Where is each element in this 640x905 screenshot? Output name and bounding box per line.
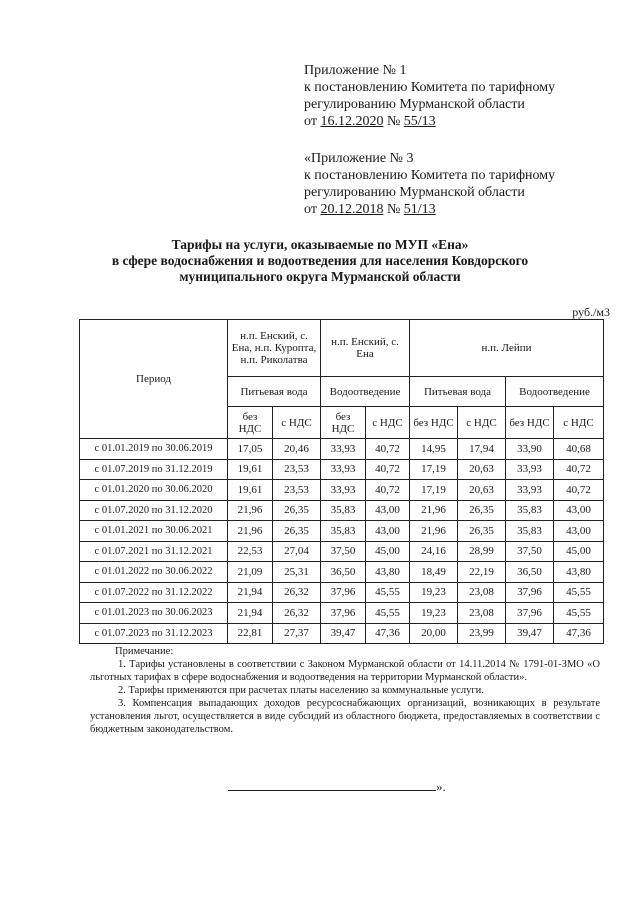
tariff-value-cell: 35,83 (321, 521, 366, 542)
tariff-value-cell: 33,93 (321, 459, 366, 480)
title-line-3: муниципального округа Мурманской области (179, 269, 461, 284)
notes-section (90, 645, 600, 736)
tariff-table (79, 319, 604, 644)
with-vat-header: с НДС (458, 407, 506, 439)
appendix-3-title: «Приложение № 3 (304, 151, 414, 166)
tariff-value-cell: 26,32 (273, 603, 321, 624)
tariff-value-cell: 36,50 (506, 562, 554, 583)
tariff-value-cell: 21,09 (228, 562, 273, 583)
tariff-value-cell: 35,83 (506, 521, 554, 542)
title-line-1: Тарифы на услуги, оказываемые по МУП «Ена» (171, 237, 469, 252)
appendix-1-no: № (386, 114, 401, 129)
tariff-value-cell: 43,80 (554, 562, 604, 583)
location-2-header: н.п. Енский, с. Ена (321, 320, 410, 377)
closing-quote: ». (436, 779, 446, 794)
appendix-1-ref (304, 113, 555, 130)
tariff-value-cell: 18,49 (410, 562, 458, 583)
tariff-value-cell: 45,55 (554, 603, 604, 624)
appendix-3-line3: регулированию Мурманской области (304, 185, 525, 200)
tariff-value-cell: 23,53 (273, 480, 321, 501)
tariff-value-cell: 40,72 (366, 459, 410, 480)
closing-line (228, 778, 446, 795)
tariff-value-cell: 40,72 (554, 459, 604, 480)
tariff-value-cell: 21,96 (410, 500, 458, 521)
unit-label: руб./м3 (572, 305, 610, 319)
tariff-value-cell: 27,37 (273, 623, 321, 644)
period-cell: с 01.07.2021 по 31.12.2021 (80, 541, 228, 562)
tariff-value-cell: 21,96 (228, 521, 273, 542)
tariff-value-cell: 22,53 (228, 541, 273, 562)
tariff-value-cell: 19,23 (410, 582, 458, 603)
tariff-value-cell: 43,80 (366, 562, 410, 583)
tariff-value-cell: 21,96 (228, 500, 273, 521)
tariff-value-cell: 24,16 (410, 541, 458, 562)
tariff-value-cell: 23,99 (458, 623, 506, 644)
tariff-value-cell: 26,35 (458, 521, 506, 542)
tariff-value-cell: 20,46 (273, 439, 321, 460)
title-line-2: в сфере водоснабжения и водоотведения для населения Ковдорского (111, 253, 529, 268)
table-row (80, 562, 604, 583)
tariff-value-cell: 37,96 (321, 603, 366, 624)
tariff-value-cell: 39,47 (506, 623, 554, 644)
tariff-value-cell: 35,83 (321, 500, 366, 521)
appendix-3-no: № (386, 202, 401, 217)
tariff-value-cell: 45,55 (554, 582, 604, 603)
appendix-1-title: Приложение № 1 (304, 63, 407, 78)
tariff-value-cell: 47,36 (366, 623, 410, 644)
appendix-1-header (304, 62, 555, 130)
table-row (80, 623, 604, 644)
notes-heading: Примечание: (115, 646, 174, 657)
period-cell: с 01.01.2019 по 30.06.2019 (80, 439, 228, 460)
no-vat-header: без НДС (321, 407, 366, 439)
note-item: 1. Тарифы установлены в соответствии с Законом Мурманской области от 14.11.2014 № 1791-01-ЗМО «О льготных тарифах в сфере водоснабжения и водоотведения на территории Мурманской области». (90, 659, 600, 683)
tariff-value-cell: 45,55 (366, 582, 410, 603)
table-row (80, 582, 604, 603)
tariff-value-cell: 39,47 (321, 623, 366, 644)
tariff-value-cell: 43,00 (366, 521, 410, 542)
tariff-value-cell: 23,53 (273, 459, 321, 480)
no-vat-header: без НДС (506, 407, 554, 439)
tariff-value-cell: 19,61 (228, 459, 273, 480)
tariff-value-cell: 43,00 (554, 521, 604, 542)
appendix-1-line3: регулированию Мурманской области (304, 97, 525, 112)
appendix-3-ref (304, 201, 555, 218)
tariff-value-cell: 43,00 (366, 500, 410, 521)
period-cell: с 01.07.2022 по 31.12.2022 (80, 582, 228, 603)
period-cell: с 01.01.2020 по 30.06.2020 (80, 480, 228, 501)
tariff-value-cell: 22,19 (458, 562, 506, 583)
tariff-value-cell: 27,04 (273, 541, 321, 562)
tariff-value-cell: 40,68 (554, 439, 604, 460)
tariff-value-cell: 25,31 (273, 562, 321, 583)
appendix-1-line2: к постановлению Комитета по тарифному (304, 80, 556, 95)
tariff-value-cell: 37,50 (321, 541, 366, 562)
tariff-value-cell: 35,83 (506, 500, 554, 521)
tariff-value-cell: 17,19 (410, 459, 458, 480)
tariff-value-cell: 43,00 (554, 500, 604, 521)
tariff-value-cell: 20,63 (458, 480, 506, 501)
tariff-value-cell: 19,23 (410, 603, 458, 624)
tariff-value-cell: 45,00 (366, 541, 410, 562)
period-cell: с 01.07.2023 по 31.12.2023 (80, 623, 228, 644)
period-cell: с 01.01.2021 по 30.06.2021 (80, 521, 228, 542)
drinking-water-header: Питьевая вода (228, 377, 321, 407)
table-row (80, 500, 604, 521)
tariff-value-cell: 23,08 (458, 582, 506, 603)
tariff-value-cell: 14,95 (410, 439, 458, 460)
note-item: 2. Тарифы применяются при расчетах платы населению за коммунальные услуги. (118, 685, 484, 696)
period-cell: с 01.01.2023 по 30.06.2023 (80, 603, 228, 624)
period-header: Период (80, 320, 228, 439)
appendix-3-date: 20.12.2018 (320, 202, 384, 217)
tariff-value-cell: 37,50 (506, 541, 554, 562)
location-3-header: н.п. Лейпи (410, 320, 604, 377)
tariff-value-cell: 28,99 (458, 541, 506, 562)
no-vat-header: без НДС (228, 407, 273, 439)
tariff-value-cell: 17,19 (410, 480, 458, 501)
appendix-3-from: от (304, 202, 317, 217)
tariff-value-cell: 26,35 (458, 500, 506, 521)
period-cell: с 01.07.2020 по 31.12.2020 (80, 500, 228, 521)
location-1-header: н.п. Енский, с. Ена, н.п. Куропта, н.п. Риколатва (228, 320, 321, 377)
tariff-value-cell: 33,93 (321, 480, 366, 501)
tariff-value-cell: 21,94 (228, 582, 273, 603)
tariff-value-cell: 36,50 (321, 562, 366, 583)
note-item: 3. Компенсация выпадающих доходов ресурсоснабжающих организаций, возникающих в результате установления льгот, осуществляется в виде субсидий из областного бюджета, предоставляемых в соответствии с бюджетным законодательством. (90, 698, 600, 735)
document-title (70, 237, 570, 285)
signature-underline (228, 778, 436, 791)
tariff-value-cell: 40,72 (366, 480, 410, 501)
appendix-1-date: 16.12.2020 (320, 114, 384, 129)
appendix-3-line2: к постановлению Комитета по тарифному (304, 168, 556, 183)
appendix-1-from: от (304, 114, 317, 129)
table-row (80, 439, 604, 460)
tariff-value-cell: 20,63 (458, 459, 506, 480)
tariff-value-cell: 40,72 (366, 439, 410, 460)
table-row (80, 480, 604, 501)
tariff-value-cell: 37,96 (506, 603, 554, 624)
tariff-value-cell: 33,90 (506, 439, 554, 460)
tariff-value-cell: 23,08 (458, 603, 506, 624)
tariff-value-cell: 26,35 (273, 500, 321, 521)
tariff-value-cell: 33,93 (506, 459, 554, 480)
tariff-value-cell: 20,00 (410, 623, 458, 644)
tariff-value-cell: 33,93 (321, 439, 366, 460)
drinking-water-header-2: Питьевая вода (410, 377, 506, 407)
tariff-value-cell: 47,36 (554, 623, 604, 644)
drainage-header: Водоотведение (321, 377, 410, 407)
period-cell: с 01.01.2022 по 30.06.2022 (80, 562, 228, 583)
appendix-3-header (304, 150, 555, 218)
tariff-value-cell: 33,93 (506, 480, 554, 501)
no-vat-header: без НДС (410, 407, 458, 439)
with-vat-header: с НДС (554, 407, 604, 439)
table-row (80, 603, 604, 624)
tariff-value-cell: 26,35 (273, 521, 321, 542)
tariff-value-cell: 17,94 (458, 439, 506, 460)
tariff-value-cell: 37,96 (321, 582, 366, 603)
period-cell: с 01.07.2019 по 31.12.2019 (80, 459, 228, 480)
drainage-header-2: Водоотведение (506, 377, 604, 407)
tariff-value-cell: 40,72 (554, 480, 604, 501)
tariff-value-cell: 17,05 (228, 439, 273, 460)
tariff-value-cell: 45,55 (366, 603, 410, 624)
table-row (80, 541, 604, 562)
tariff-value-cell: 37,96 (506, 582, 554, 603)
tariff-value-cell: 21,96 (410, 521, 458, 542)
tariff-value-cell: 19,61 (228, 480, 273, 501)
tariff-value-cell: 45,00 (554, 541, 604, 562)
tariff-value-cell: 21,94 (228, 603, 273, 624)
tariff-value-cell: 26,32 (273, 582, 321, 603)
table-row (80, 521, 604, 542)
appendix-3-number: 51/13 (403, 202, 436, 217)
table-row (80, 459, 604, 480)
appendix-1-number: 55/13 (403, 114, 436, 129)
with-vat-header: с НДС (366, 407, 410, 439)
with-vat-header: с НДС (273, 407, 321, 439)
tariff-table-body (80, 439, 604, 644)
tariff-value-cell: 22,81 (228, 623, 273, 644)
